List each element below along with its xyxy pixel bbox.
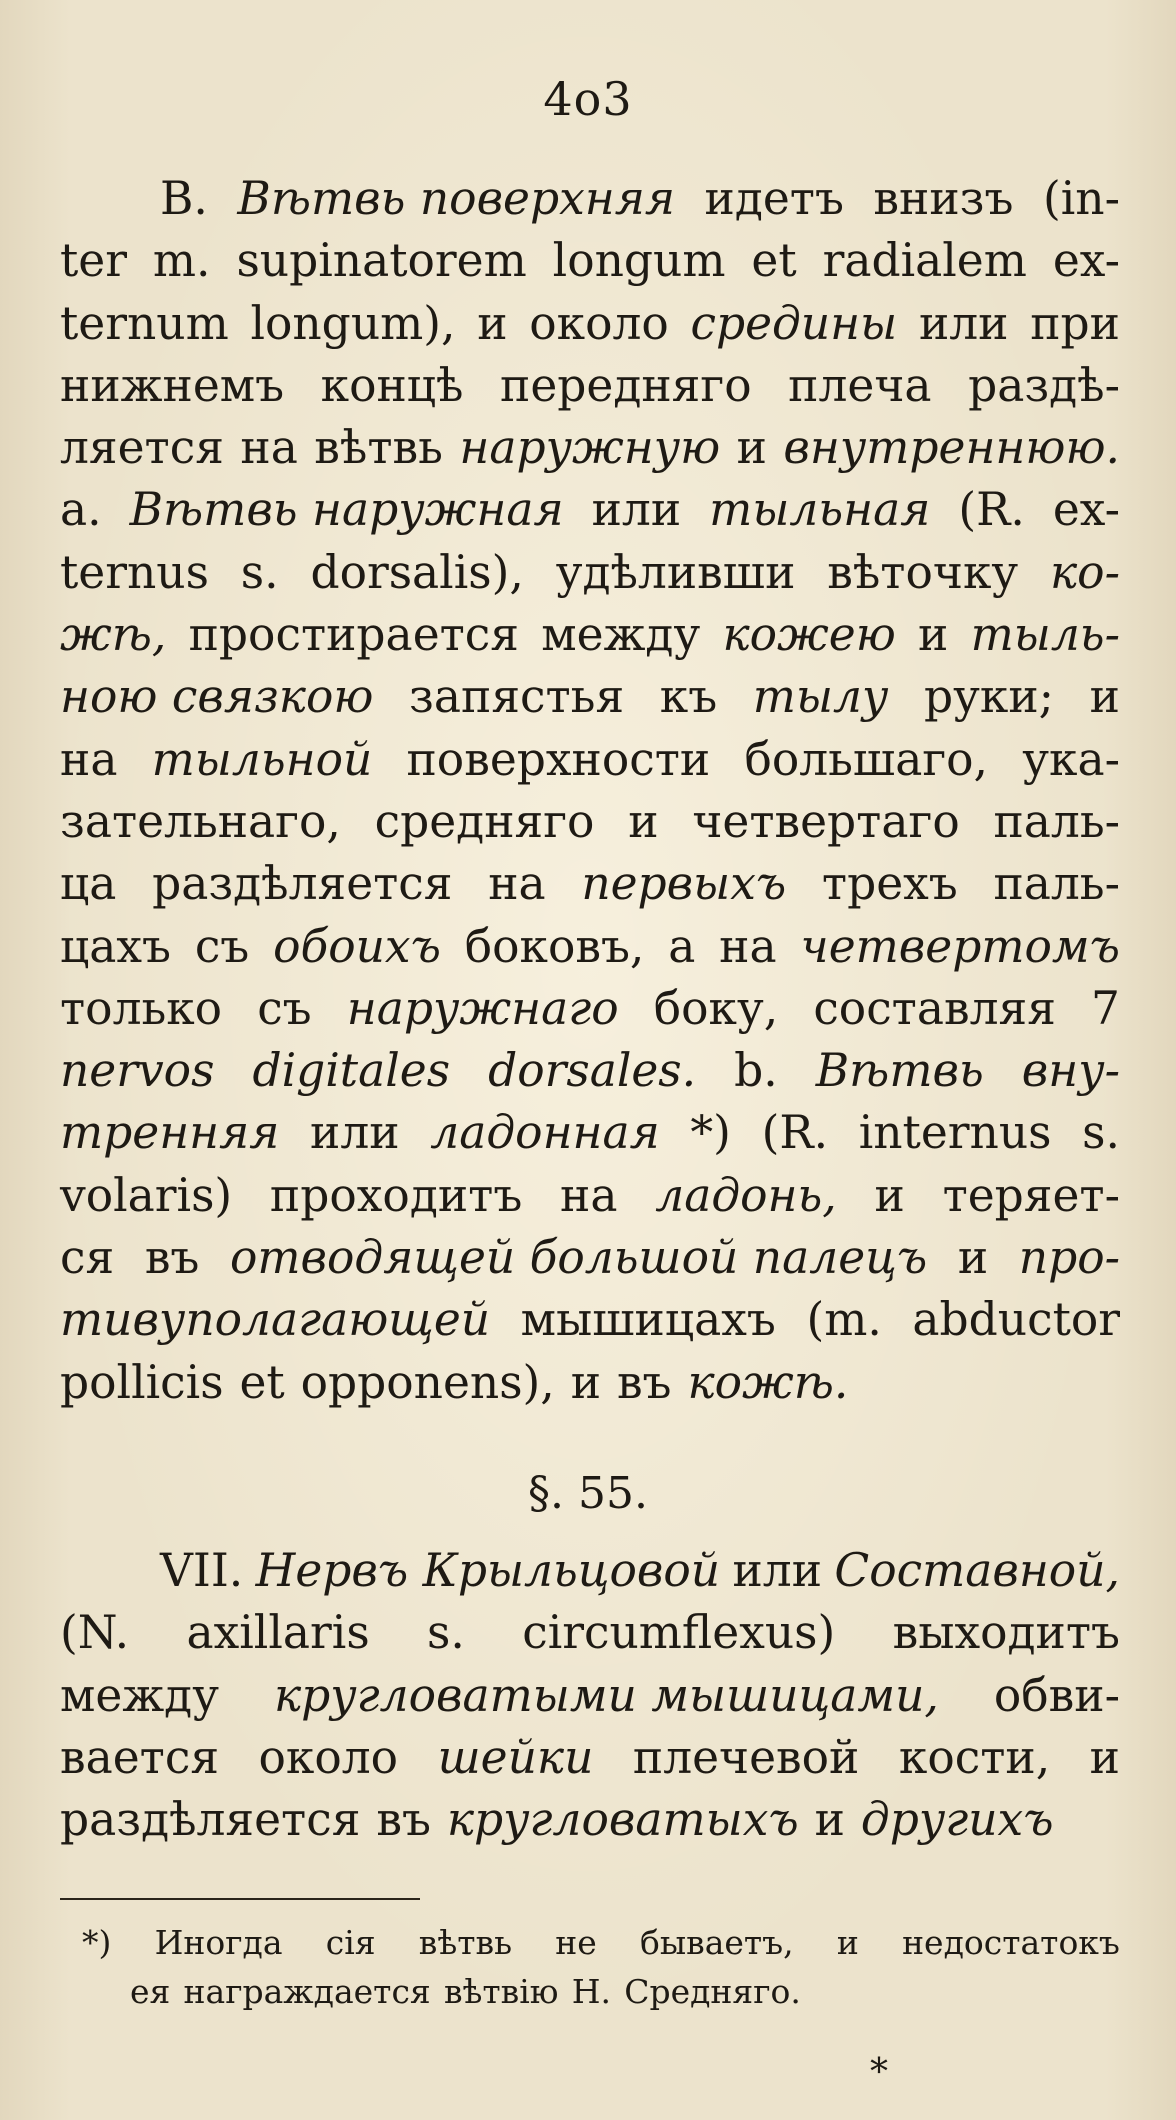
word: abductor	[912, 1293, 1120, 1347]
word: и	[736, 421, 767, 475]
word: плечевой	[632, 1730, 860, 1784]
word: s.	[427, 1606, 465, 1660]
text-line	[60, 1727, 1120, 1789]
footnote-divider	[60, 1898, 420, 1900]
word: и	[874, 1168, 905, 1222]
word: b.	[734, 1044, 778, 1098]
word: четвертаго	[692, 794, 960, 848]
word: удѣливши	[555, 545, 796, 599]
word: а.	[60, 483, 102, 537]
word: на	[560, 1168, 618, 1222]
word: на	[488, 857, 546, 911]
word: axillaris	[186, 1606, 370, 1660]
word: и	[814, 1793, 845, 1847]
word: кожею	[722, 608, 896, 662]
word: ся	[60, 1231, 115, 1285]
text-line	[60, 230, 1120, 292]
word: тыль-	[970, 608, 1120, 662]
word: боку,	[653, 981, 779, 1035]
word: боковъ,	[464, 919, 645, 973]
text-line	[60, 168, 1120, 230]
word: тыльной	[151, 732, 373, 786]
word: (N.	[60, 1606, 130, 1660]
text-line	[60, 1540, 1120, 1602]
text-line	[60, 1789, 1120, 1851]
text-line	[60, 293, 1120, 355]
word: кости,	[898, 1730, 1051, 1784]
word: Вѣтвь поверхняя	[237, 172, 675, 225]
word: ко-	[1050, 545, 1120, 599]
word: средняго	[374, 794, 595, 848]
word: opponens),	[300, 1355, 555, 1409]
text-line	[60, 355, 1120, 417]
word: концѣ	[320, 358, 464, 412]
word: или	[591, 483, 682, 537]
word: VII.	[160, 1544, 244, 1597]
word: s.	[240, 545, 279, 599]
word: шейки	[437, 1730, 594, 1784]
word: m.	[152, 234, 211, 288]
word: къ	[659, 670, 718, 724]
word: на	[60, 732, 118, 786]
word: digitales	[252, 1044, 451, 1098]
word: ternus	[60, 545, 209, 599]
word: нижнемъ	[60, 358, 285, 412]
word: сія	[325, 1923, 376, 1962]
word: ter	[60, 234, 127, 288]
word: или	[918, 296, 1009, 350]
word: dorsales.	[488, 1044, 697, 1098]
word: ея	[130, 1972, 171, 2011]
text-line	[60, 479, 1120, 541]
word: вѣтвь	[314, 421, 443, 475]
word: въ	[144, 1231, 200, 1285]
word: только	[60, 981, 223, 1035]
word: или	[310, 1106, 400, 1160]
word: раздѣляется	[152, 857, 453, 911]
text-line	[60, 1227, 1120, 1289]
word: теряет-	[942, 1168, 1120, 1222]
word: Составной,	[834, 1544, 1120, 1597]
signature-mark: *	[870, 2052, 888, 2093]
word: первыхъ	[581, 857, 787, 911]
word: трехъ	[821, 857, 958, 911]
word: Иногда	[154, 1923, 283, 1962]
word: раздѣляется	[60, 1793, 361, 1847]
word: другихъ	[860, 1793, 1054, 1847]
word: pollicis	[60, 1355, 224, 1409]
word: недостатокъ	[902, 1923, 1120, 1962]
word: ладонь,	[655, 1168, 837, 1222]
word: ца	[60, 857, 117, 911]
word: плеча	[788, 358, 932, 412]
section-heading: §. 55.	[528, 1468, 648, 1519]
word: и	[918, 608, 949, 662]
word: Вѣтвь наружная	[129, 483, 564, 537]
word: между	[60, 1668, 219, 1722]
word: составляя	[813, 981, 1056, 1035]
word: supinatorem	[236, 234, 527, 288]
word: внизъ	[873, 172, 1014, 225]
word: Нервъ Крыльцовой	[255, 1544, 721, 1597]
word: бываетъ,	[640, 1923, 794, 1962]
text-line	[60, 916, 1120, 978]
word: internus	[858, 1106, 1052, 1160]
word: и	[628, 794, 659, 848]
text-line	[60, 1040, 1120, 1102]
word: и	[1089, 1730, 1120, 1784]
text-line	[60, 666, 1120, 728]
text-line	[60, 791, 1120, 853]
text-line	[60, 1967, 1120, 2016]
word: ука-	[1022, 732, 1120, 786]
word: вѣточку	[827, 545, 1019, 599]
page-number: 4о3	[543, 72, 633, 126]
word: не	[555, 1923, 597, 1962]
word: награждается	[183, 1972, 431, 2011]
word: около	[529, 296, 669, 350]
word: вну-	[1021, 1044, 1120, 1098]
word: ною связкою	[60, 670, 374, 724]
word: Вѣтвь	[815, 1044, 984, 1098]
word: вѣтвію	[443, 1972, 559, 2011]
word: простирается	[188, 608, 519, 662]
word: или	[732, 1544, 823, 1597]
word: ex-	[1052, 234, 1120, 288]
word: на	[240, 421, 298, 475]
word: на	[719, 919, 777, 973]
word: передняго	[500, 358, 752, 412]
text-line	[60, 1102, 1120, 1164]
word: цахъ	[60, 919, 171, 973]
word: et	[751, 234, 797, 288]
word: вѣтвь	[418, 1923, 513, 1962]
word: кругловатыми мышицами,	[273, 1668, 939, 1722]
word: зательнаго,	[60, 794, 341, 848]
word: тивуполагающей	[60, 1293, 491, 1347]
word: radialem	[822, 234, 1027, 288]
word: *)	[82, 1923, 112, 1962]
text-line	[60, 417, 1120, 479]
word: мышицахъ	[520, 1293, 776, 1347]
word: запястья	[409, 670, 625, 724]
text-line	[60, 542, 1120, 604]
word: про-	[1018, 1231, 1120, 1285]
word: nervos	[60, 1044, 215, 1098]
word: volaris)	[60, 1168, 233, 1222]
word: средины	[690, 296, 898, 350]
word: большаго,	[744, 732, 989, 786]
paragraph-axillary-nerve	[60, 1540, 1120, 1851]
word: около	[258, 1730, 399, 1784]
word: поверхности	[406, 732, 711, 786]
text-line	[60, 1918, 1120, 1967]
word: между	[541, 608, 701, 662]
text-line	[60, 1165, 1120, 1227]
word: и	[477, 296, 508, 350]
word: внутреннюю.	[783, 421, 1120, 475]
word: longum),	[250, 296, 456, 350]
word: съ	[194, 919, 250, 973]
word: dorsalis),	[310, 545, 524, 599]
word: отводящей большой палецъ	[230, 1231, 928, 1285]
word: *)	[690, 1106, 731, 1160]
word: кожѣ.	[687, 1355, 849, 1409]
word: тыльная	[709, 483, 931, 537]
word: наружную	[459, 421, 721, 475]
word: тренняя	[60, 1106, 280, 1160]
word: ex-	[1052, 483, 1120, 537]
word: наружнаго	[346, 981, 619, 1035]
word: паль-	[993, 857, 1120, 911]
word: при	[1030, 296, 1120, 350]
word: кругловатыхъ	[446, 1793, 799, 1847]
word: вается	[60, 1730, 220, 1784]
word: (m.	[806, 1293, 882, 1347]
word: выходитъ	[892, 1606, 1120, 1660]
word: тылу	[752, 670, 889, 724]
footnote	[60, 1918, 1120, 2016]
word: раздѣ-	[968, 358, 1120, 412]
word: ляется	[60, 421, 224, 475]
text-line	[60, 604, 1120, 666]
word: В.	[160, 172, 208, 225]
word: идетъ	[704, 172, 844, 225]
word: съ	[257, 981, 312, 1035]
word: ладонная	[430, 1106, 660, 1160]
word: обви-	[993, 1668, 1120, 1722]
word: (in-	[1042, 172, 1120, 225]
text-line	[60, 1352, 1120, 1414]
word: въ	[376, 1793, 431, 1847]
word: а	[668, 919, 696, 973]
word: руки;	[924, 670, 1054, 724]
word: Средняго.	[624, 1972, 801, 2011]
word: проходитъ	[269, 1168, 523, 1222]
paragraph-branch-description	[60, 168, 1120, 1414]
word: и	[570, 1355, 602, 1409]
text-line	[60, 1665, 1120, 1727]
word: обоихъ	[273, 919, 441, 973]
word: въ	[616, 1355, 672, 1409]
word: паль-	[993, 794, 1120, 848]
word: Н.	[571, 1972, 612, 2011]
word: и	[1089, 670, 1120, 724]
word: (R.	[958, 483, 1025, 537]
text-line	[60, 853, 1120, 915]
word: circumflexus)	[522, 1606, 836, 1660]
word: жѣ,	[60, 608, 167, 662]
text-line	[60, 1289, 1120, 1351]
word: (R.	[761, 1106, 829, 1160]
word: 7	[1091, 981, 1120, 1035]
word: и	[957, 1231, 989, 1285]
word: и	[836, 1923, 859, 1962]
word: et	[239, 1355, 285, 1409]
word: s.	[1082, 1106, 1120, 1160]
text-line	[60, 1602, 1120, 1664]
word: longum	[552, 234, 726, 288]
text-line	[60, 978, 1120, 1040]
word: четвертомъ	[800, 919, 1120, 973]
text-line	[60, 729, 1120, 791]
word: ternum	[60, 296, 229, 350]
